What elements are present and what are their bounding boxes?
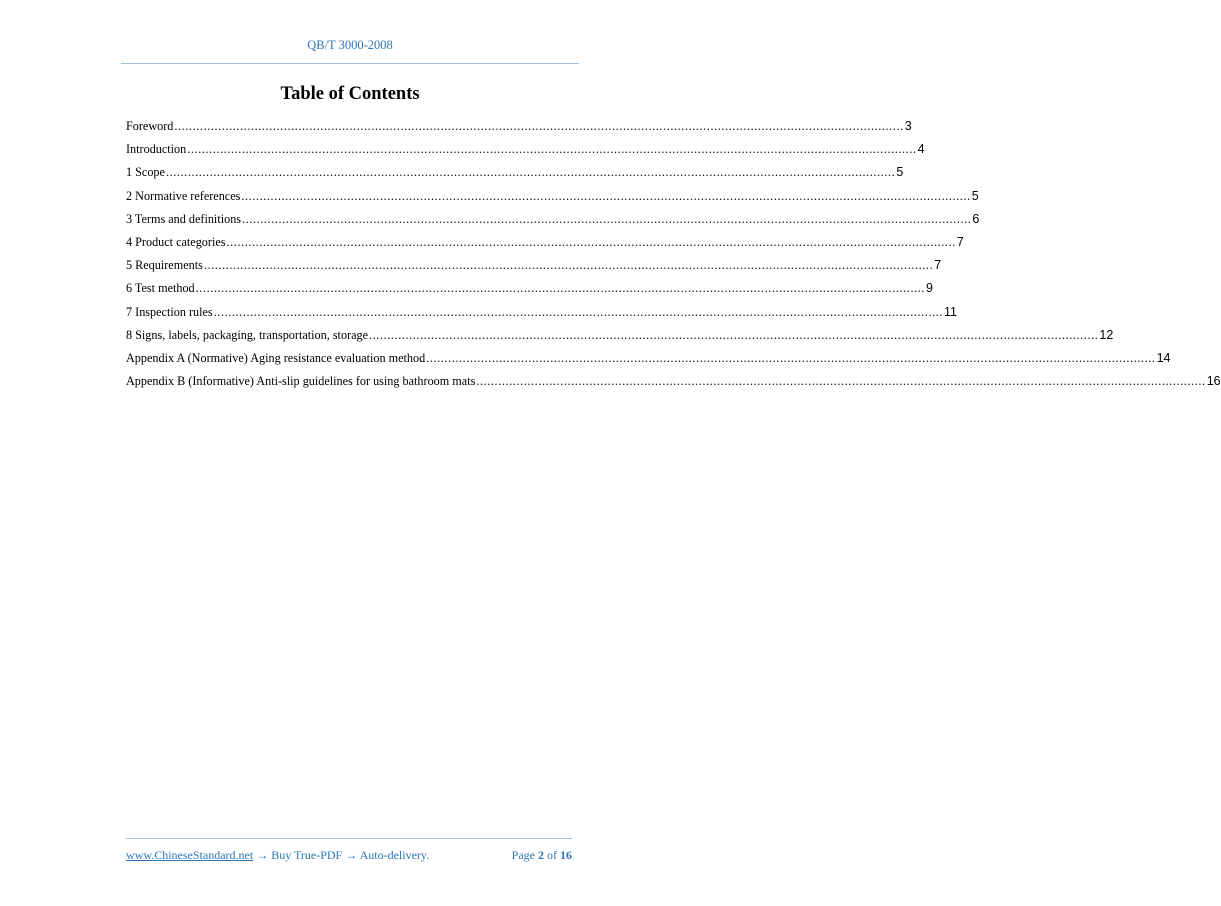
running-header: QB/T 3000-2008 (307, 38, 393, 52)
toc-entry-page: 4 (917, 142, 925, 157)
toc-entry-label: 3 Terms and definitions (126, 211, 242, 226)
footer-promo (126, 848, 429, 863)
toc-entry-appendix-b[interactable] (126, 373, 1221, 396)
buy-true-pdf-text: Buy True-PDF (271, 848, 343, 862)
toc-entry-introduction[interactable] (126, 141, 925, 164)
dot-leader: ........................................................................................................................................................................................................ (187, 142, 917, 157)
toc-entry-label: Appendix A (Normative) Aging resistance evaluation method (126, 350, 426, 365)
dot-leader: ........................................................................................................................................................................................................ (242, 211, 972, 226)
toc-entry-page: 16 (1206, 374, 1221, 389)
toc-entry-page: 6 (972, 211, 980, 226)
dot-leader: ........................................................................................................................................................................................................ (226, 234, 956, 249)
toc-entry-label: 6 Test method (126, 281, 195, 296)
dot-leader: ........................................................................................................................................................................................................ (174, 119, 904, 133)
toc-entry-page: 7 (934, 258, 942, 273)
toc-entry-scope[interactable] (126, 164, 904, 187)
website-link[interactable]: www.ChineseStandard.net (126, 848, 254, 862)
toc-entry-test-method[interactable] (126, 280, 933, 303)
toc-entry-page: 5 (971, 188, 979, 203)
dot-leader: ........................................................................................................................................................................................................ (241, 188, 971, 203)
table-of-contents (126, 118, 1221, 396)
toc-entry-label: 8 Signs, labels, packaging, transportation, storage (126, 327, 369, 342)
footer-divider (126, 838, 572, 839)
page-total: 16 (560, 848, 572, 862)
toc-entry-page: 12 (1099, 327, 1114, 342)
toc-entry-label: Foreword (126, 119, 174, 133)
page-title: Table of Contents (280, 84, 420, 104)
toc-entry-appendix-a[interactable] (126, 350, 1171, 373)
dot-leader: ........................................................................................................................................................................................................ (476, 374, 1206, 389)
header-divider (121, 63, 579, 64)
dot-leader: ........................................................................................................................................................................................................ (195, 281, 926, 296)
page-number (512, 848, 572, 863)
toc-entry-page: 7 (956, 234, 964, 249)
toc-entry-normative-references[interactable] (126, 188, 979, 211)
toc-entry-page: 14 (1156, 350, 1171, 365)
toc-entry-label: 7 Inspection rules (126, 304, 213, 319)
toc-entry-terms-and-definitions[interactable] (126, 211, 980, 234)
page-prefix: Page (511, 848, 535, 862)
page-of: of (547, 848, 557, 862)
toc-entry-requirements[interactable] (126, 257, 942, 280)
dot-leader: ........................................................................................................................................................................................................ (426, 350, 1156, 365)
auto-delivery-text: Auto-delivery. (359, 848, 430, 862)
toc-entry-page: 5 (896, 165, 904, 180)
toc-entry-label: Introduction (126, 142, 187, 157)
dot-leader: ........................................................................................................................................................................................................ (203, 258, 934, 273)
page-footer (126, 848, 572, 863)
toc-entry-page: 9 (926, 281, 933, 296)
toc-entry-label: 2 Normative references (126, 188, 241, 203)
toc-entry-inspection-rules[interactable] (126, 304, 958, 327)
dot-leader: ........................................................................................................................................................................................................ (165, 165, 896, 180)
page-current: 2 (538, 848, 544, 862)
dot-leader: ........................................................................................................................................................................................................ (369, 327, 1099, 342)
arrow-right-icon: → (256, 848, 269, 862)
toc-entry-label: Appendix B (Informative) Anti-slip guidelines for using bathroom mats (126, 374, 476, 389)
dot-leader: ........................................................................................................................................................................................................ (213, 304, 944, 319)
toc-entry-page: 3 (904, 119, 912, 133)
arrow-right-icon: → (345, 848, 358, 862)
toc-entry-signs-labels-packaging[interactable] (126, 327, 1114, 350)
toc-entry-label: 1 Scope (126, 165, 165, 180)
toc-entry-product-categories[interactable] (126, 234, 964, 257)
toc-entry-label: 4 Product categories (126, 234, 226, 249)
toc-entry-label: 5 Requirements (126, 258, 203, 273)
toc-entry-page: 11 (944, 304, 958, 319)
toc-entry-foreword[interactable] (126, 118, 912, 141)
